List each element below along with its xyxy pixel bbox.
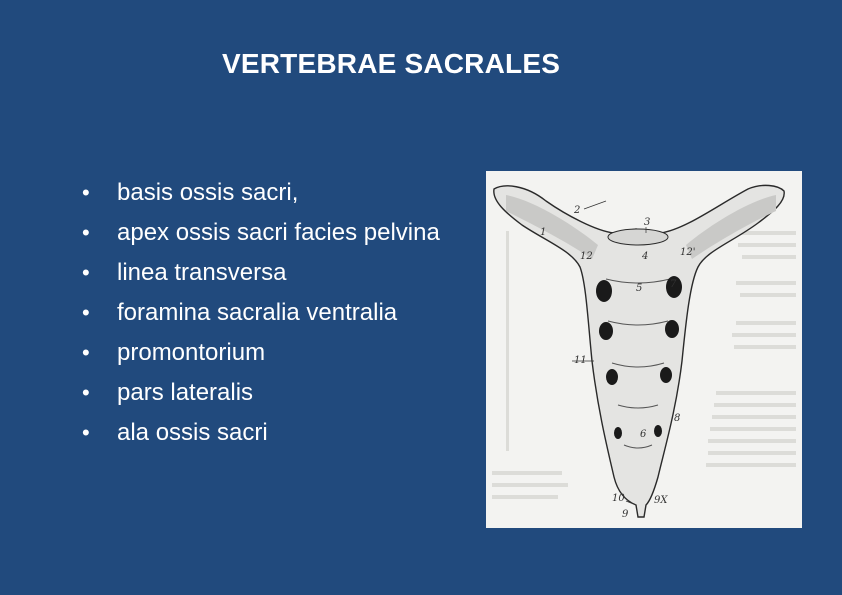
bullet-dot: • <box>82 300 90 325</box>
bullet-item <box>82 373 440 413</box>
sacrum-illustration <box>486 171 802 528</box>
bullet-text: ala ossis sacri <box>117 419 268 446</box>
bullet-dot: • <box>82 180 90 205</box>
label-9x: 9X <box>654 495 668 506</box>
bullet-dot: • <box>82 340 90 365</box>
bullet-text: foramina sacralia ventralia <box>117 299 398 326</box>
label-7: 7 <box>670 279 677 290</box>
bullet-text: linea transversa <box>117 259 287 286</box>
bullet-dot: • <box>82 220 90 245</box>
label-9: 9 <box>622 509 629 520</box>
bullet-text: pars lateralis <box>117 379 254 406</box>
bullet-item <box>82 413 440 453</box>
sacrum-drawing <box>486 171 802 528</box>
slide-title: VERTEBRAE SACRALES <box>222 48 561 79</box>
bullet-dot: • <box>82 420 90 445</box>
bullet-list <box>82 173 440 453</box>
bullet-text: promontorium <box>117 339 266 366</box>
bullet-item <box>82 293 440 333</box>
bullet-item <box>82 173 440 213</box>
label-6: 6 <box>640 429 647 440</box>
label-5: 5 <box>636 283 643 294</box>
label-11: 11 <box>574 355 587 366</box>
bullet-dot: • <box>82 260 90 285</box>
label-4: 4 <box>642 251 649 262</box>
bullet-text: apex ossis sacri facies pelvina <box>117 219 440 246</box>
label-8: 8 <box>674 413 681 424</box>
label-12: 12 <box>580 251 593 262</box>
label-2: 2 <box>574 205 581 216</box>
label-3: 3 <box>644 217 651 228</box>
bullet-item <box>82 213 440 253</box>
label-12-prime: 12' <box>680 247 696 258</box>
bullet-item <box>82 333 440 373</box>
label-10: 10 <box>612 493 625 504</box>
bullet-item <box>82 253 440 293</box>
bullet-text: basis ossis sacri, <box>117 179 299 206</box>
base-surface <box>608 229 668 245</box>
bullet-dot: • <box>82 380 90 405</box>
label-1: 1 <box>540 227 547 238</box>
